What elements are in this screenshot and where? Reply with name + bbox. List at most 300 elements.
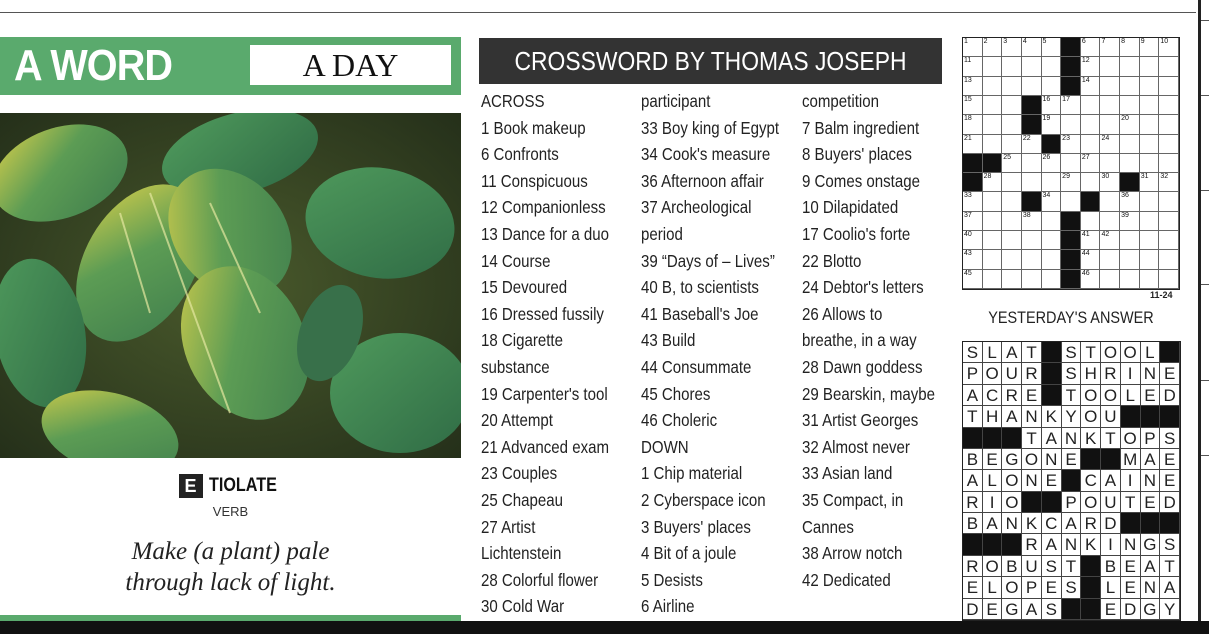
clue-item: 40 B, to scientists <box>641 277 759 298</box>
answer-letter: E <box>1160 470 1180 491</box>
grid-cell[interactable] <box>1120 96 1140 115</box>
grid-cell[interactable] <box>963 38 983 57</box>
clue-item: period <box>641 223 683 244</box>
grid-cell[interactable] <box>1140 270 1160 289</box>
grid-cell[interactable] <box>1042 77 1062 96</box>
answer-letter: I <box>1121 470 1141 491</box>
answer-letter: K <box>1022 513 1042 534</box>
grid-cell[interactable] <box>1042 115 1062 134</box>
answer-block <box>1002 534 1022 555</box>
answer-letter: D <box>1101 513 1121 534</box>
clue-item: 42 Dedicated <box>802 569 891 590</box>
clue-number: 30 <box>1101 173 1110 181</box>
clue-column <box>481 88 641 620</box>
answer-letter: G <box>1141 599 1161 620</box>
clue-item: 3 Buyers' places <box>641 516 751 537</box>
grid-cell[interactable] <box>1100 212 1120 231</box>
grid-cell[interactable] <box>963 231 983 250</box>
answer-letter: A <box>1042 534 1062 555</box>
grid-block <box>1061 38 1081 57</box>
answer-letter: A <box>1022 599 1042 620</box>
grid-cell[interactable] <box>1140 57 1160 76</box>
answer-letter: O <box>983 363 1003 384</box>
answer-letter: D <box>1121 599 1141 620</box>
answer-block <box>983 534 1003 555</box>
grid-cell[interactable] <box>1100 96 1120 115</box>
grid-cell[interactable] <box>1042 154 1062 173</box>
grid-cell[interactable] <box>1120 250 1140 269</box>
answer-letter: M <box>1121 449 1141 470</box>
grid-cell[interactable] <box>1159 173 1179 192</box>
clue-number: 19 <box>1042 115 1051 123</box>
grid-cell[interactable] <box>1042 231 1062 250</box>
grid-cell[interactable] <box>1159 192 1179 211</box>
answer-letter: P <box>1141 428 1161 449</box>
grid-cell[interactable] <box>983 77 1003 96</box>
grid-cell[interactable] <box>1100 38 1120 57</box>
answer-letter: E <box>1121 577 1141 598</box>
clue-item: 8 Buyers' places <box>802 144 912 165</box>
grid-cell[interactable] <box>963 212 983 231</box>
clue-item: 4 Bit of a joule <box>641 543 737 564</box>
grid-cell[interactable] <box>1022 77 1042 96</box>
grid-cell[interactable] <box>1081 212 1101 231</box>
grid-cell[interactable] <box>1159 270 1179 289</box>
word-rest: TIOLATE <box>208 475 277 496</box>
grid-cell[interactable] <box>1120 57 1140 76</box>
grid-cell[interactable] <box>1159 231 1179 250</box>
grid-cell[interactable] <box>1100 135 1120 154</box>
grid-cell[interactable] <box>1081 135 1101 154</box>
clue-item: substance <box>481 356 550 377</box>
grid-cell[interactable] <box>1022 154 1042 173</box>
grid-cell[interactable] <box>983 231 1003 250</box>
clue-number: 29 <box>1062 173 1070 181</box>
answer-letter: A <box>1002 406 1022 427</box>
answer-letter: O <box>1002 470 1022 491</box>
grid-block <box>983 154 1003 173</box>
answer-letter: B <box>963 449 983 470</box>
clue-number: 37 <box>964 211 972 219</box>
grid-cell[interactable] <box>983 96 1003 115</box>
clue-number: 40 <box>964 231 972 239</box>
clue-item: 9 Comes onstage <box>802 170 920 191</box>
clue-number: 16 <box>1042 95 1051 103</box>
grid-cell[interactable] <box>963 192 983 211</box>
answer-letter: C <box>1042 513 1062 534</box>
answer-letter: A <box>1160 577 1180 598</box>
answer-letter: N <box>1022 406 1042 427</box>
answer-letter: S <box>1062 342 1082 363</box>
grid-cell[interactable] <box>963 77 983 96</box>
grid-cell[interactable] <box>983 115 1003 134</box>
answer-letter: E <box>1141 385 1161 406</box>
grid-cell[interactable] <box>963 96 983 115</box>
grid-cell[interactable] <box>1042 270 1062 289</box>
clue-number: 7 <box>1101 38 1106 45</box>
grid-cell[interactable] <box>1002 270 1022 289</box>
grid-cell[interactable] <box>1061 173 1081 192</box>
clue-number: 12 <box>1081 57 1090 65</box>
answer-block <box>1160 342 1180 363</box>
grid-cell[interactable] <box>1120 231 1140 250</box>
answer-letter: N <box>1002 513 1022 534</box>
answer-block <box>1062 599 1082 620</box>
answer-letter: U <box>1101 406 1121 427</box>
bottom-bar <box>0 621 1209 634</box>
answer-letter: H <box>983 406 1003 427</box>
clue-number: 20 <box>1121 115 1129 123</box>
answer-letter: G <box>1002 599 1022 620</box>
clue-item: 1 Chip material <box>641 463 743 484</box>
clue-number: 43 <box>964 250 972 258</box>
grid-cell[interactable] <box>983 192 1003 211</box>
crossword-title-bar <box>479 38 942 84</box>
grid-cell[interactable] <box>1042 192 1062 211</box>
clue-item: 28 Dawn goddess <box>802 356 923 377</box>
answer-block <box>963 534 983 555</box>
grid-cell[interactable] <box>1061 96 1081 115</box>
grid-cell[interactable] <box>983 212 1003 231</box>
grid-cell[interactable] <box>1120 77 1140 96</box>
answer-letter: S <box>1042 556 1062 577</box>
grid-cell[interactable] <box>1140 38 1160 57</box>
clue-number: 45 <box>964 269 972 277</box>
clue-item: 46 Choleric <box>641 410 718 431</box>
grid-cell[interactable] <box>1081 115 1101 134</box>
grid-cell[interactable] <box>1159 212 1179 231</box>
clue-item: 33 Boy king of Egypt <box>641 117 780 138</box>
clue-item: participant <box>641 91 711 111</box>
answer-block <box>983 428 1003 449</box>
grid-cell[interactable] <box>1140 250 1160 269</box>
grid-cell[interactable] <box>1022 270 1042 289</box>
crossword-grid[interactable] <box>962 37 1180 290</box>
answer-letter: O <box>1121 342 1141 363</box>
grid-cell[interactable] <box>963 250 983 269</box>
grid-cell[interactable] <box>1002 212 1022 231</box>
clue-item: 10 Dilapidated <box>802 197 899 218</box>
definition <box>0 536 461 598</box>
grid-cell[interactable] <box>1022 173 1042 192</box>
clue-number: 27 <box>1081 153 1090 161</box>
answer-letter: T <box>1062 556 1082 577</box>
grid-cell[interactable] <box>1002 115 1022 134</box>
grid-cell[interactable] <box>1081 231 1101 250</box>
grid-cell[interactable] <box>1081 57 1101 76</box>
answer-letter: T <box>1101 428 1121 449</box>
part-of-speech: VERB <box>212 504 249 519</box>
answer-letter: E <box>1121 556 1141 577</box>
answer-letter: U <box>1002 363 1022 384</box>
grid-cell[interactable] <box>1120 135 1140 154</box>
clue-item: breathe, in a way <box>802 330 917 351</box>
answer-letter: P <box>1062 492 1082 513</box>
answer-letter: G <box>1002 449 1022 470</box>
grid-cell[interactable] <box>983 57 1003 76</box>
grid-cell[interactable] <box>1140 135 1160 154</box>
answer-letter: N <box>1121 534 1141 555</box>
clue-number: 13 <box>964 76 972 84</box>
grid-cell[interactable] <box>1120 154 1140 173</box>
crossword-title: CROSSWORD BY THOMAS JOSEPH <box>514 46 907 76</box>
grid-cell[interactable] <box>1081 173 1101 192</box>
clue-number: 33 <box>964 192 972 200</box>
grid-cell[interactable] <box>1061 135 1081 154</box>
answer-letter: N <box>1141 577 1161 598</box>
grid-cell[interactable] <box>1140 212 1160 231</box>
answer-letter: K <box>1042 406 1062 427</box>
clue-item: 39 “Days of – Lives” <box>641 250 775 271</box>
grid-cell[interactable] <box>1120 270 1140 289</box>
grid-cell[interactable] <box>1100 270 1120 289</box>
answer-block <box>1022 492 1042 513</box>
right-tick <box>1201 455 1209 456</box>
grid-cell[interactable] <box>1042 96 1062 115</box>
clue-number: 34 <box>1042 192 1051 200</box>
clue-item: 24 Debtor's letters <box>802 277 924 298</box>
grid-cell[interactable] <box>1159 135 1179 154</box>
grid-cell[interactable] <box>1022 57 1042 76</box>
answer-letter: R <box>1022 363 1042 384</box>
answer-letter: I <box>983 492 1003 513</box>
grid-cell[interactable] <box>1159 115 1179 134</box>
grid-cell[interactable] <box>1022 212 1042 231</box>
grid-cell[interactable] <box>1159 57 1179 76</box>
clue-item: 27 Artist <box>481 516 536 537</box>
grid-cell[interactable] <box>1042 250 1062 269</box>
answer-letter: A <box>983 513 1003 534</box>
clue-number: 9 <box>1140 38 1145 45</box>
answer-letter: P <box>1022 577 1042 598</box>
grid-cell[interactable] <box>1100 77 1120 96</box>
answer-letter: E <box>1042 577 1062 598</box>
clue-number: 2 <box>983 38 988 45</box>
answer-letter: A <box>1141 556 1161 577</box>
word-a-day-header <box>0 37 461 95</box>
clue-number: 31 <box>1140 173 1149 181</box>
answer-letter: A <box>1101 470 1121 491</box>
answer-letter: L <box>1121 385 1141 406</box>
clue-item: 45 Chores <box>641 383 711 404</box>
answer-letter: O <box>1002 492 1022 513</box>
answer-block <box>1141 513 1161 534</box>
clue-number: 39 <box>1121 211 1129 219</box>
grid-block <box>1061 250 1081 269</box>
word-of-the-day <box>0 474 461 500</box>
grid-cell[interactable] <box>1002 173 1022 192</box>
answer-letter: K <box>1081 534 1101 555</box>
grid-cell[interactable] <box>983 173 1003 192</box>
clue-item: 2 Cyberspace icon <box>641 489 766 510</box>
grid-cell[interactable] <box>1159 38 1179 57</box>
grid-cell[interactable] <box>1061 154 1081 173</box>
answer-letter: A <box>1002 342 1022 363</box>
right-tick <box>1201 20 1209 21</box>
grid-cell[interactable] <box>1081 154 1101 173</box>
clue-number: 8 <box>1121 38 1125 45</box>
grid-cell[interactable] <box>1081 38 1101 57</box>
grid-cell[interactable] <box>1140 96 1160 115</box>
grid-cell[interactable] <box>1002 250 1022 269</box>
definition-line: through lack of light. <box>125 569 336 596</box>
grid-cell[interactable] <box>1002 96 1022 115</box>
answer-letter: O <box>983 556 1003 577</box>
grid-cell[interactable] <box>1022 38 1042 57</box>
grid-block <box>1061 212 1081 231</box>
grid-cell[interactable] <box>1100 115 1120 134</box>
answer-block <box>1081 599 1101 620</box>
clue-item: 18 Cigarette <box>481 330 563 351</box>
grid-cell[interactable] <box>1140 173 1160 192</box>
grid-cell[interactable] <box>1081 250 1101 269</box>
clue-number: 21 <box>964 134 972 142</box>
answer-letter: Y <box>1160 599 1180 620</box>
grid-cell[interactable] <box>1100 192 1120 211</box>
clue-number: 1 <box>964 38 968 45</box>
grid-block <box>1042 135 1062 154</box>
right-tick <box>1201 380 1209 381</box>
answer-letter: T <box>1121 492 1141 513</box>
answer-letter: E <box>1042 470 1062 491</box>
grid-cell[interactable] <box>963 270 983 289</box>
clue-item: 7 Balm ingredient <box>802 117 920 138</box>
grid-cell[interactable] <box>1100 154 1120 173</box>
grid-cell[interactable] <box>1140 231 1160 250</box>
grid-cell[interactable] <box>983 38 1003 57</box>
answer-block <box>1101 449 1121 470</box>
answer-letter: A <box>1042 428 1062 449</box>
grid-cell[interactable] <box>963 57 983 76</box>
grid-cell[interactable] <box>1159 96 1179 115</box>
answer-letter: S <box>1160 428 1180 449</box>
answer-letter: D <box>1160 492 1180 513</box>
answer-letter: L <box>983 470 1003 491</box>
clue-item: 43 Build <box>641 330 696 351</box>
clue-number: 24 <box>1101 134 1110 142</box>
grid-block <box>1061 231 1081 250</box>
answer-letter: O <box>1081 406 1101 427</box>
grid-cell[interactable] <box>963 115 983 134</box>
definition-line: Make (a plant) pale <box>131 538 330 565</box>
clue-item: 41 Baseball's Joe <box>641 303 759 324</box>
leaves-photo <box>0 113 461 458</box>
grid-cell[interactable] <box>1081 77 1101 96</box>
clue-item: 13 Dance for a duo <box>481 223 610 244</box>
grid-block <box>1061 77 1081 96</box>
grid-cell[interactable] <box>1140 154 1160 173</box>
answer-letter: P <box>963 363 983 384</box>
grid-cell[interactable] <box>1022 250 1042 269</box>
grid-cell[interactable] <box>1042 212 1062 231</box>
answer-letter: O <box>1002 577 1022 598</box>
answer-letter: A <box>963 385 983 406</box>
grid-cell[interactable] <box>1042 38 1062 57</box>
grid-cell[interactable] <box>1002 231 1022 250</box>
clue-number: 44 <box>1081 250 1090 258</box>
clue-item: 11 Conspicuous <box>481 170 588 191</box>
grid-cell[interactable] <box>1002 38 1022 57</box>
clue-item: 5 Desists <box>641 569 703 590</box>
grid-cell[interactable] <box>1120 38 1140 57</box>
grid-cell[interactable] <box>1081 270 1101 289</box>
answer-letter: L <box>983 577 1003 598</box>
answer-letter: S <box>1160 534 1180 555</box>
grid-cell[interactable] <box>1120 115 1140 134</box>
grid-cell[interactable] <box>1100 173 1120 192</box>
top-rule <box>0 12 1196 13</box>
grid-cell[interactable] <box>1100 231 1120 250</box>
answer-block <box>1081 577 1101 598</box>
grid-cell[interactable] <box>1120 192 1140 211</box>
grid-cell[interactable] <box>1061 115 1081 134</box>
grid-cell[interactable] <box>983 270 1003 289</box>
clue-number: 41 <box>1081 231 1090 239</box>
grid-cell[interactable] <box>1159 250 1179 269</box>
clue-item: competition <box>802 91 879 111</box>
grid-cell[interactable] <box>1002 154 1022 173</box>
grid-cell[interactable] <box>1140 77 1160 96</box>
grid-cell[interactable] <box>1159 77 1179 96</box>
clue-number: 46 <box>1081 269 1090 277</box>
grid-block <box>1022 96 1042 115</box>
grid-cell[interactable] <box>1140 115 1160 134</box>
grid-cell[interactable] <box>983 135 1003 154</box>
clue-item: 6 Airline <box>641 596 695 617</box>
grid-cell[interactable] <box>1159 154 1179 173</box>
grid-block <box>1061 57 1081 76</box>
grid-cell[interactable] <box>1002 77 1022 96</box>
answer-letter: G <box>1141 534 1161 555</box>
right-tick <box>1201 284 1209 285</box>
grid-block <box>1022 192 1042 211</box>
grid-cell[interactable] <box>1042 57 1062 76</box>
clue-number: 15 <box>964 95 972 103</box>
answer-letter: T <box>1022 342 1042 363</box>
grid-cell[interactable] <box>1002 135 1022 154</box>
clue-number: 28 <box>983 173 992 181</box>
grid-cell[interactable] <box>1140 192 1160 211</box>
clue-item: 14 Course <box>481 250 551 271</box>
answer-letter: A <box>1141 449 1161 470</box>
grid-cell[interactable] <box>983 250 1003 269</box>
answer-block <box>1042 385 1062 406</box>
grid-cell[interactable] <box>1100 57 1120 76</box>
grid-date: 11-24 <box>1150 290 1173 300</box>
grid-cell[interactable] <box>1042 173 1062 192</box>
grid-cell[interactable] <box>1100 250 1120 269</box>
answer-letter: A <box>1062 513 1082 534</box>
answer-block <box>1160 513 1180 534</box>
answer-letter: L <box>1141 342 1161 363</box>
yesterday-answer-title: YESTERDAY'S ANSWER <box>988 308 1154 327</box>
answer-block <box>1042 342 1062 363</box>
grid-cell[interactable] <box>1022 135 1042 154</box>
answer-letter: S <box>1042 599 1062 620</box>
clue-item: 6 Confronts <box>481 144 559 165</box>
answer-letter: R <box>963 492 983 513</box>
answer-letter: E <box>1022 385 1042 406</box>
grid-cell[interactable] <box>1002 57 1022 76</box>
clue-item: 19 Carpenter's tool <box>481 383 608 404</box>
grid-cell[interactable] <box>1022 231 1042 250</box>
grid-cell[interactable] <box>963 135 983 154</box>
grid-cell[interactable] <box>1081 96 1101 115</box>
grid-cell[interactable] <box>1061 192 1081 211</box>
grid-cell[interactable] <box>1002 192 1022 211</box>
grid-cell[interactable] <box>1120 212 1140 231</box>
answer-letter: S <box>1062 363 1082 384</box>
